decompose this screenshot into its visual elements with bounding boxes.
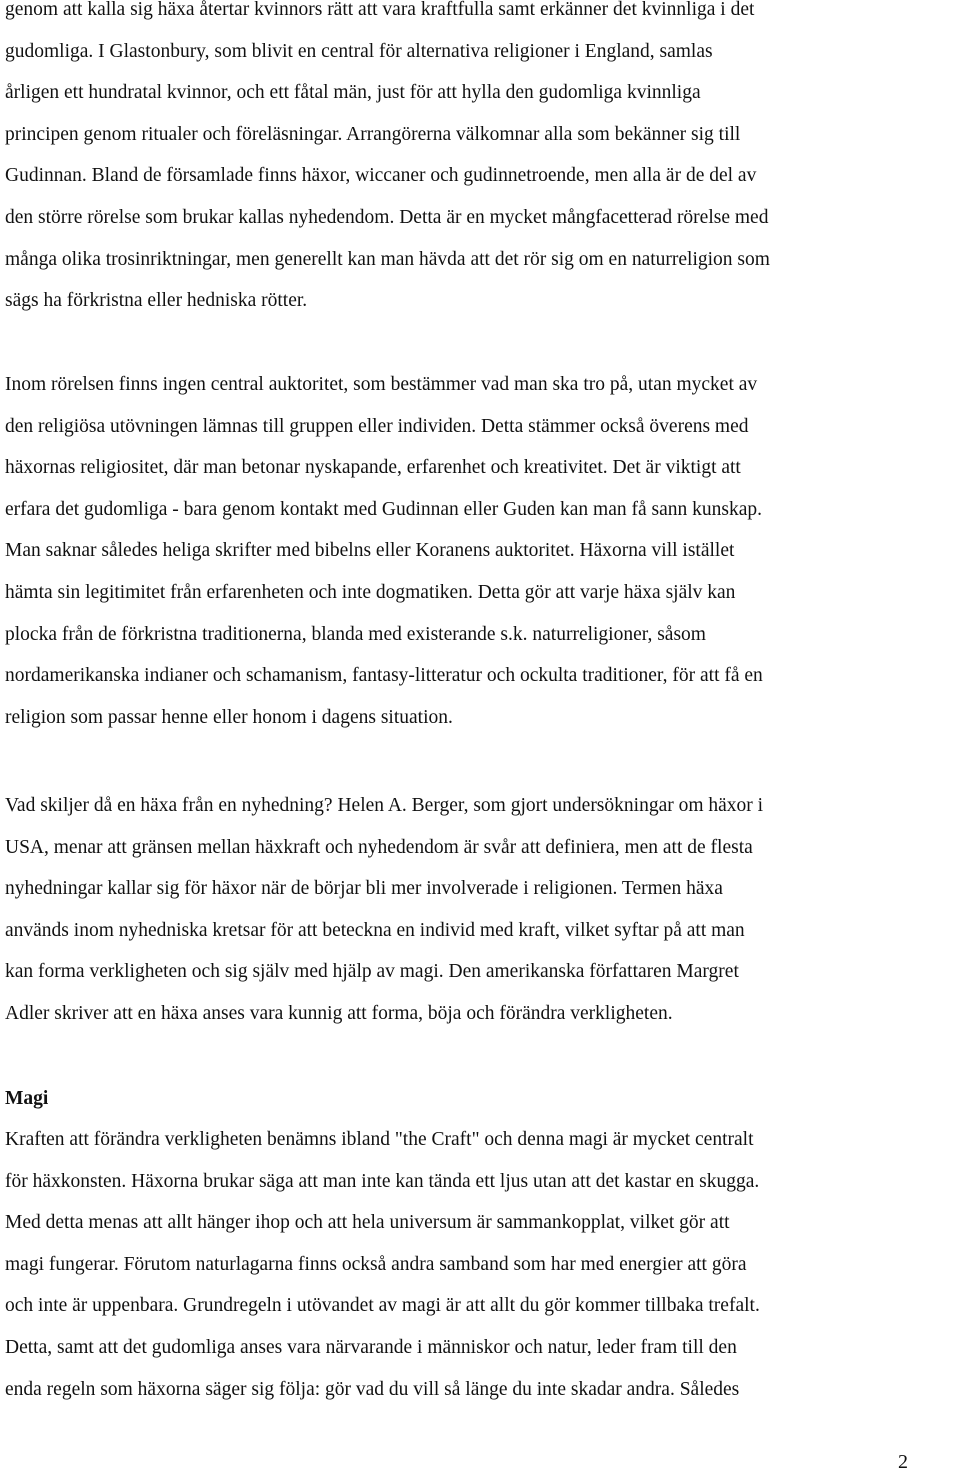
text-line: den större rörelse som brukar kallas nyhedendom. Detta är en mycket mångfacetterad rörelse med [5, 206, 769, 228]
text-line: religion som passar henne eller honom i dagens situation. [5, 706, 453, 728]
text-line: enda regeln som häxorna säger sig följa: gör vad du vill så länge du inte skadar andra. Således [5, 1378, 740, 1400]
text-line: kan forma verkligheten och sig själv med hjälp av magi. Den amerikanska författaren Margret [5, 961, 739, 983]
text-line: Med detta menas att allt hänger ihop och att hela universum är sammankopplat, vilket gör att [5, 1212, 730, 1234]
text-line: häxornas religiositet, där man betonar nyskapande, erfarenhet och kreativitet. Det är viktigt att [5, 457, 741, 479]
paragraph-witch-vs-pagan [5, 785, 955, 1035]
text-line: Detta, samt att det gudomliga anses vara närvarande i människor och natur, leder fram till den [5, 1336, 737, 1358]
text-line: gudomliga. I Glastonbury, som blivit en central för alternativa religioner i England, samlas [5, 40, 713, 62]
text-line: magi fungerar. Förutom naturlagarna finns också andra samband som har med energier att göra [5, 1253, 747, 1275]
paragraph-intro [5, 0, 955, 322]
text-line: och inte är uppenbara. Grundregeln i utövandet av magi är att allt du gör kommer tillbaka trefalt. [5, 1295, 760, 1317]
text-line: Vad skiljer då en häxa från en nyhedning? Helen A. Berger, som gjort undersökningar om häxor i [5, 795, 764, 816]
text-line: sägs ha förkristna eller hedniska rötter. [5, 290, 308, 312]
text-line: USA, menar att gränsen mellan häxkraft och nyhedendom är svår att definiera, men att de flesta [5, 836, 753, 858]
text-line: Kraften att förändra verkligheten benämns ibland "the Craft" och denna magi är mycket centralt [5, 1129, 754, 1150]
text-line: principen genom ritualer och föreläsningar. Arrangörerna välkomnar alla som bekänner sig till [5, 123, 741, 145]
text-line: Adler skriver att en häxa anses vara kunnig att forma, böja och förändra verkligheten. [5, 1002, 673, 1024]
text-line: används inom nyhedniska kretsar för att beteckna en individ med kraft, vilket syftar på att man [5, 919, 745, 941]
paragraph-magic [5, 1119, 955, 1410]
text-line: för häxkonsten. Häxorna brukar säga att man inte kan tända ett ljus utan att det kastar en skugga. [5, 1170, 760, 1192]
text-line: Man saknar således heliga skrifter med bibelns eller Koranens auktoritet. Häxorna vill istället [5, 540, 735, 562]
paragraph-authority [5, 364, 955, 738]
text-line: erfara det gudomliga - bara genom kontakt med Gudinnan eller Guden kan man få sann kunskap. [5, 498, 763, 520]
text-line: många olika trosinriktningar, men generellt kan man hävda att det rör sig om en naturreligion som [5, 248, 770, 270]
text-line: hämta sin legitimitet från erfarenheten och inte dogmatiken. Detta gör att varje häxa själv kan [5, 581, 736, 603]
text-line: nordamerikanska indianer och schamanism, fantasy-litteratur och ockulta traditioner, för att få en [5, 665, 763, 687]
text-line: årligen ett hundratal kvinnor, och ett fåtal män, just för att hylla den gudomliga kvinnliga [5, 82, 701, 104]
text-line: nyhedningar kallar sig för häxor när de börjar bli mer involverade i religionen. Termen häxa [5, 878, 723, 900]
text-line: Gudinnan. Bland de församlade finns häxor, wiccaner och gudinnetroende, men alla är de del av [5, 165, 757, 187]
text-line: plocka från de förkristna traditionerna, blanda med existerande s.k. naturreligioner, såsom [5, 623, 706, 645]
section-heading-magi: Magi [5, 1088, 49, 1109]
text-line: den religiösa utövningen lämnas till gruppen eller individen. Detta stämmer också överens med [5, 415, 749, 437]
text-line: Inom rörelsen finns ingen central auktoritet, som bestämmer vad man ska tro på, utan mycket av [5, 374, 758, 395]
text-line: genom att kalla sig häxa återtar kvinnors rätt att vara kraftfulla samt erkänner det kvinnliga i det [5, 0, 755, 20]
page-number: 2 [898, 1451, 908, 1473]
